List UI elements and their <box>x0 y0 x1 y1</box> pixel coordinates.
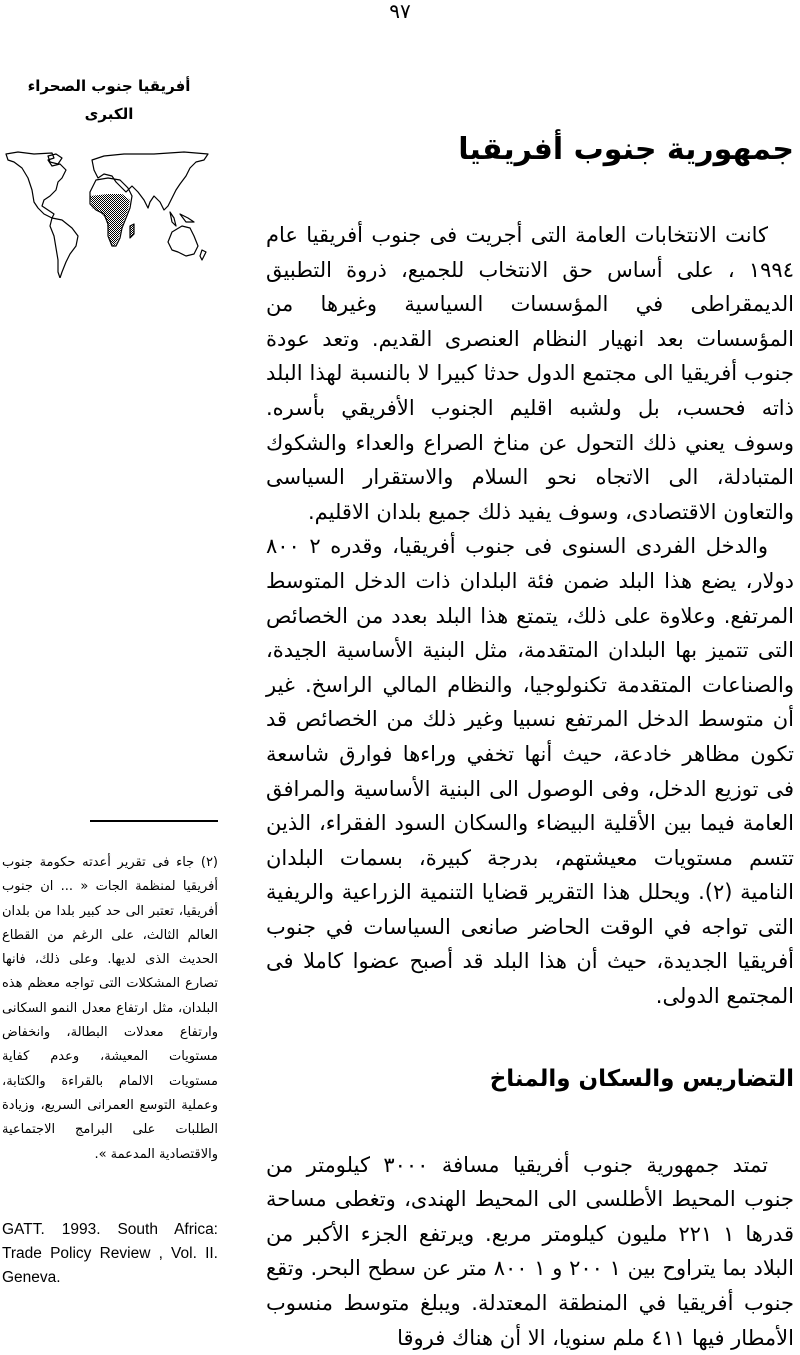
paragraph-1: كانت الانتخابات العامة التى أجريت فى جنوب أفريقيا عام ١٩٩٤ ، على أساس حق الانتخاب للجميع، ذروة التطبيق الديمقراطى في المؤسسات السياسية وغيرها من المؤسسات بعد انهيار النظام العنصرى القديم. وتعد عودة جنوب أفريقيا الى مجتمع الدول حدثا كبيرا لا بالنسبة لهذا البلد ذاته فحسب، بل ولشبه اقليم الجنوب الأفريقي بأسره. وسوف يعني ذلك التحول عن مناخ الصراع والعداء والشكوك المتبادلة، الى الاتجاه نحو السلام والاستقرار السياسى والتعاون الاقتصادى، وسوف يفيد ذلك جميع بلدان الاقليم. <box>266 223 794 524</box>
footnote-text: (٢) جاء فى تقرير أعدته حكومة جنوب أفريقيا لمنظمة الجات « ... ان جنوب أفريقيا، تعتبر الى حد كبير بلدا من بلدان العالم الثالث، على الرغم من القطاع الحديث الذى لديها. وعلى ذلك، فانها تصارع المشكلات التى تواجه معظم هذه البلدان، مثل ارتفاع معدل النمو السكانى وارتفاع معدلات البطالة، وانخفاض مستويات المعيشة، وعدم كفاية مستويات الالمام بالقراءة والكتابة، وعملية التوسع العمرانى السريع، وزيادة الطلبات على البرامج الاجتماعية والاقتصادية المدعمة ». <box>2 855 218 1162</box>
section-paragraph: تمتد جمهورية جنوب أفريقيا مسافة ٣٠٠٠ كيلومتر من جنوب المحيط الأطلسى الى المحيط الهندى، وتغطى مساحة قدرها ١ ٢٢١ مليون كيلومتر مربع. ويرتفع الجزء الأكبر من البلاد بما يتراوح بين ١ ٢٠٠ و ١ ٨٠٠ متر عن سطح البحر. وتقع جنوب أفريقيا في المنطقة المعتدلة. ويبلغ متوسط منسوب الأمطار فيها ٤١١ ملم سنويا، الا أن هناك فروقا <box>266 1152 794 1350</box>
new-zealand-outline <box>200 250 206 260</box>
footnote-reference: GATT. 1993. South Africa: Trade Policy Review , Vol. II. Geneva. <box>2 1220 218 1286</box>
paragraph-2: والدخل الفردى السنوى فى جنوب أفريقيا، وقدره ٢ ٨٠٠ دولار، يضع هذا البلد ضمن فئة البلدان ذات الدخل المتوسط المرتفع. وعلاوة على ذلك، يتمتع هذا البلد بعدد من الخصائص التى تتميز بها البلدان المتقدمة، مثل البنية الأساسية الجيدة، والصناعات المتقدمة تكنولوجيا، والنظام المالي الراسخ. غير أن متوسط الدخل المرتفع نسبيا وغير ذلك من الخصائص قد تكون مظاهر خادعة، حيث أنها تخفي وراءها فوارق شاسعة فى توزيع الدخل، وفى الوصول الى البنية الأساسية والمرافق العامة فيما بين الأقلية البيضاء والسكان السود الفقراء، الذين تتسم مستويات معيشتهم، بدرجة كبيرة، بسمات البلدان النامية (٢). ويحلل هذا التقرير قضايا التنمية الزراعية والريفية التى تواجه في الوقت الحاضر صانعى السياسات في جنوب أفريقيا الجديدة، حيث أن هذا البلد قد أصبح عضوا كاملا فى المجتمع الدولى. <box>266 534 794 1009</box>
sub-saharan-africa-shaded <box>90 194 130 246</box>
page-number: ٩٧ <box>389 1 411 23</box>
main-title: جمهورية جنوب أفريقيا <box>458 132 794 167</box>
world-map-icon <box>4 148 216 278</box>
australia-outline <box>168 226 198 256</box>
sidebar <box>4 72 214 128</box>
madagascar-shaded <box>130 224 134 238</box>
north-america-outline <box>6 152 66 218</box>
footnote-divider <box>90 820 218 822</box>
sidebar-title-line-1: أفريقيا جنوب الصحراء <box>27 77 191 95</box>
main-column <box>266 128 794 1355</box>
islands-outline <box>170 212 194 226</box>
section-title: التضاريس والسكان والمناخ <box>489 1065 794 1092</box>
sidebar-title-line-2: الكبرى <box>84 105 134 123</box>
south-america-outline <box>50 218 78 278</box>
